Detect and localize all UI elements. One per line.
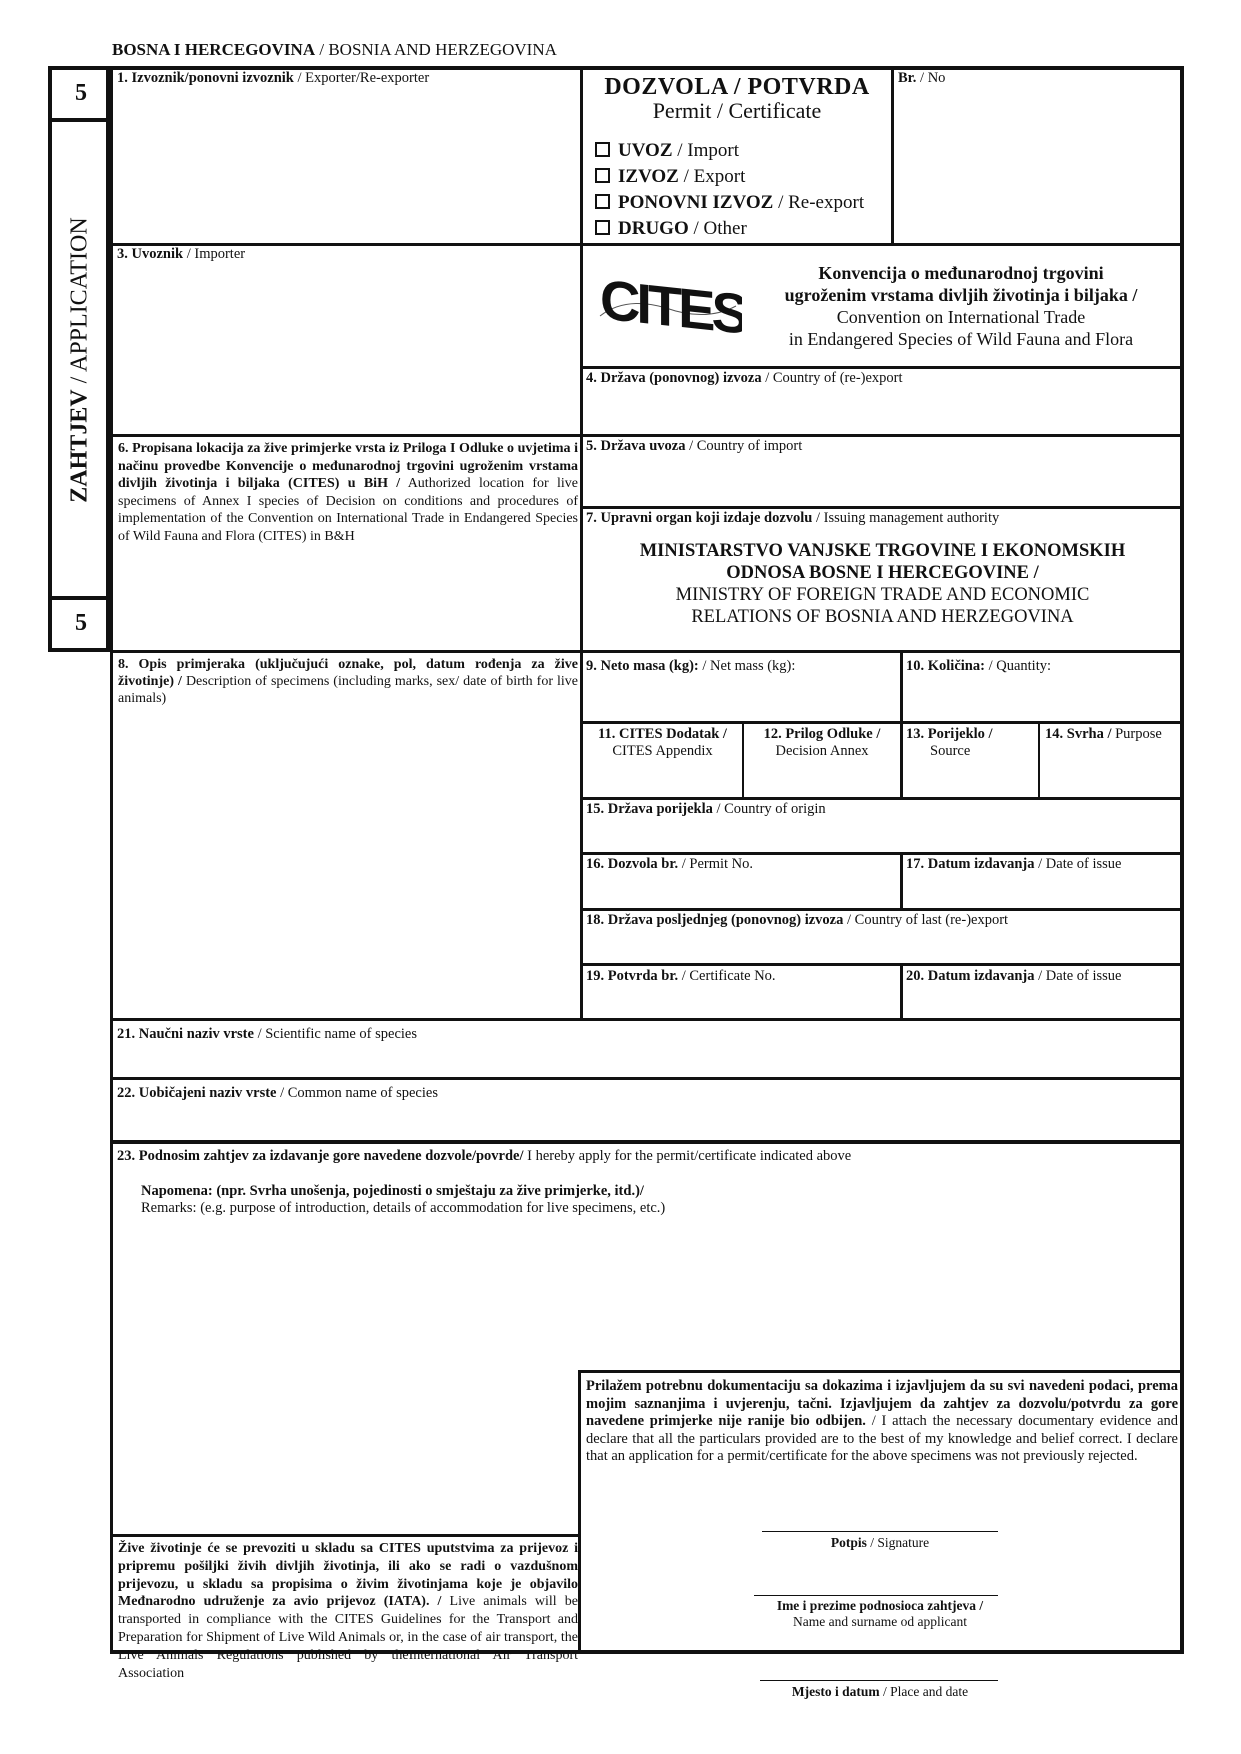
cites-text (740, 262, 1182, 350)
authority-local-2: ODNOSA BOSNE I HERCEGOVINE / (726, 563, 1039, 583)
box10-label: 10. Količina: / Quantity: (906, 658, 1052, 674)
certificate-date-field[interactable] (906, 988, 1178, 1016)
copy-number-bottom: 5 (75, 610, 87, 636)
option-other[interactable]: DRUGO / Other (595, 216, 864, 242)
box11-label: 11. CITES Dodatak / CITES Appendix (598, 726, 727, 759)
scientific-name-field[interactable] (114, 1046, 1178, 1074)
signature-label: Potpis / Signature (830, 1535, 930, 1550)
box4-label: 4. Država (ponovnog) izvoza / Country of (re-)export (586, 370, 903, 386)
box1-label: 1. Izvoznik/ponovni izvoznik / Exporter/Re-exporter (117, 70, 430, 86)
export-country-field[interactable] (586, 390, 1178, 430)
svg-text:CITES: CITES (600, 267, 742, 346)
option-reexport[interactable]: PONOVNI IZVOZ / Re-export (595, 190, 864, 216)
authority-local-1: MINISTARSTVO VANJSKE TRGOVINE I EKONOMSKIH (639, 541, 1126, 561)
place-date-label: Mjesto i datum / Place and date (791, 1684, 969, 1699)
vertical-title-en: APPLICATION (66, 217, 93, 372)
country-local: BOSNA I HERCEGOVINA (112, 40, 316, 59)
box17-label: 17. Datum izdavanja / Date of issue (906, 856, 1122, 872)
vertical-title: ZAHTJEV / APPLICATION (66, 217, 93, 503)
box22-label: 22. Uobičajeni naziv vrste / Common name of species (117, 1085, 438, 1101)
specimen-description-field[interactable] (114, 712, 576, 1012)
net-mass-field[interactable] (586, 678, 896, 718)
decision-annex-field[interactable] (746, 762, 896, 794)
checkbox-reexport[interactable] (595, 194, 610, 209)
exporter-field[interactable] (114, 90, 576, 238)
cites-line4: in Endangered Species of Wild Fauna and Flora (788, 329, 1134, 349)
box9-label: 9. Neto masa (kg): / Net mass (kg): (586, 658, 796, 674)
cites-line2: ugroženim vrstama divljih životinja i biljaka / (784, 285, 1138, 305)
source-field[interactable] (906, 762, 1036, 794)
box20-label: 20. Datum izdavanja / Date of issue (906, 968, 1122, 984)
option-import[interactable]: UVOZ / Import (595, 138, 864, 164)
quantity-field[interactable] (906, 678, 1178, 718)
box18-label: 18. Država posljednjeg (ponovnog) izvoza / Country of last (re-)export (586, 912, 1009, 928)
checkbox-import[interactable] (595, 142, 610, 157)
transport-note: Žive životinje će se prevoziti u skladu sa CITES uputstvima za prijevoz i pripremu pošiljki živih divljih životinja, ili ako se radi o vazdušnom prijevozu, u skladu sa propisima o živim životinjama koje je objavilo Međnarodno udruženje za avio prijevoz (IATA). / Live animals will be transported in compliance with the CITES Guidelines for the Transport and Preparation for Shipment of Live Wild Animals or, in the case of air transport, the Live Animals Regulations published by theInternational Air Transport Association (118, 1541, 579, 1681)
remarks-label: Napomena: (npr. Svrha unošenja, pojedinosti o smještaju za žive primjerke, itd.)/ Remarks: (e.g. purpose of introduction, details of accommodation for live specimens, etc.) (141, 1183, 666, 1216)
permit-subtitle: Permit / Certificate (652, 98, 822, 123)
applicant-name-field[interactable] (754, 1565, 998, 1595)
permit-no-field[interactable] (896, 90, 1180, 238)
box14-label: 14. Svrha / Purpose (1045, 726, 1162, 742)
cites-line1: Konvencija o međunarodnoj trgovini (818, 263, 1104, 283)
importer-field[interactable] (114, 266, 576, 430)
box16-label: 16. Dozvola br. / Permit No. (586, 856, 754, 872)
signature-field[interactable] (762, 1500, 998, 1530)
permit-no-label: Br. / No (898, 70, 946, 86)
applicant-name-label: Ime i prezime podnosioca zahtjeva / Name and surname od applicant (776, 1598, 984, 1629)
authority-en-1: MINISTRY OF FOREIGN TRADE AND ECONOMIC (675, 585, 1090, 605)
authority-en-2: RELATIONS OF BOSNIA AND HERZEGOVINA (691, 607, 1074, 627)
remarks-field[interactable] (140, 1225, 1176, 1365)
issuing-authority (583, 540, 1182, 628)
form-header: BOSNA I HERCEGOVINA / BOSNIA AND HERZEGOVINA (112, 40, 557, 59)
cites-logo (596, 256, 742, 354)
purpose-field[interactable] (1044, 762, 1178, 794)
cites-logo-icon (596, 256, 742, 354)
permit-title: DOZVOLA / POTVRDA (604, 74, 870, 100)
declaration-text: Prilažem potrebnu dokumentaciju sa dokazima i izjavljujem da su svi navedeni podaci, prema mojim saznanjima i uvjerenju, tačni. Izjavljujem da zahtjev za dozvolu/potvrdu za gore navedene primjerke nije ranije bio odbijen. / I attach the necessary documentary evidence and declare that all the particulars provided are to the best of my knowledge and belief correct. I declare that an application for a permit/certificate for the above specimens was not previously rejected. (586, 1378, 1178, 1464)
vertical-title-local: ZAHTJEV (66, 389, 93, 503)
country-of-origin-field[interactable] (586, 821, 1178, 849)
cites-appendix-field[interactable] (586, 762, 738, 794)
authorized-location-field[interactable] (114, 570, 576, 646)
box15-label: 15. Država porijekla / Country of origin (586, 801, 826, 817)
checkbox-other[interactable] (595, 220, 610, 235)
box7-label: 7. Upravni organ koji izdaje dozvolu / Issuing management authority (586, 510, 1000, 526)
box8-label: 8. Opis primjeraka (uključujući oznake, pol, datum rođenja za žive životinje) / Description of specimens (including marks, sex/ date of birth for live animals) (118, 657, 579, 706)
cites-line3: Convention on International Trade (836, 307, 1086, 327)
box13-label: 13. Porijeklo / Source (906, 726, 993, 759)
box6-label: 6. Propisana lokacija za žive primjerke vrsta iz Priloga I Odluke o uvjetima i načinu provedbe Konvencije o međunarodnoj trgovini ugroženim vrstama divljih životinja i biljaka (CITES) u BiH / Authorized location for live specimens of Annex I species of Decision on conditions and procedures of implementation of the Convention on International Trade in Endangered Species of Wild Fauna and Flora (CITES) in B&H (118, 441, 578, 544)
box23-label: 23. Podnosim zahtjev za izdavanje gore navedene dozvole/povrde/ I hereby apply for the permit/certificate indicated above (117, 1148, 852, 1164)
permit-type-options (595, 138, 864, 242)
certificate-number-field[interactable] (586, 988, 896, 1016)
permit-date-field[interactable] (906, 876, 1178, 904)
permit-number-field[interactable] (586, 876, 896, 904)
last-export-country-field[interactable] (586, 932, 1178, 960)
box21-label: 21. Naučni naziv vrste / Scientific name of species (117, 1026, 418, 1042)
box3-label: 3. Uvoznik / Importer (117, 246, 246, 262)
common-name-field[interactable] (114, 1105, 1178, 1137)
option-export[interactable]: IZVOZ / Export (595, 164, 864, 190)
copy-number-top: 5 (75, 80, 87, 106)
checkbox-export[interactable] (595, 168, 610, 183)
import-country-field[interactable] (586, 458, 1178, 502)
box12-label: 12. Prilog Odluke / Decision Annex (763, 726, 881, 759)
box5-label: 5. Država uvoza / Country of import (586, 438, 803, 454)
place-date-field[interactable] (760, 1650, 998, 1680)
box19-label: 19. Potvrda br. / Certificate No. (586, 968, 776, 984)
country-en: BOSNIA AND HERZEGOVINA (328, 40, 557, 59)
